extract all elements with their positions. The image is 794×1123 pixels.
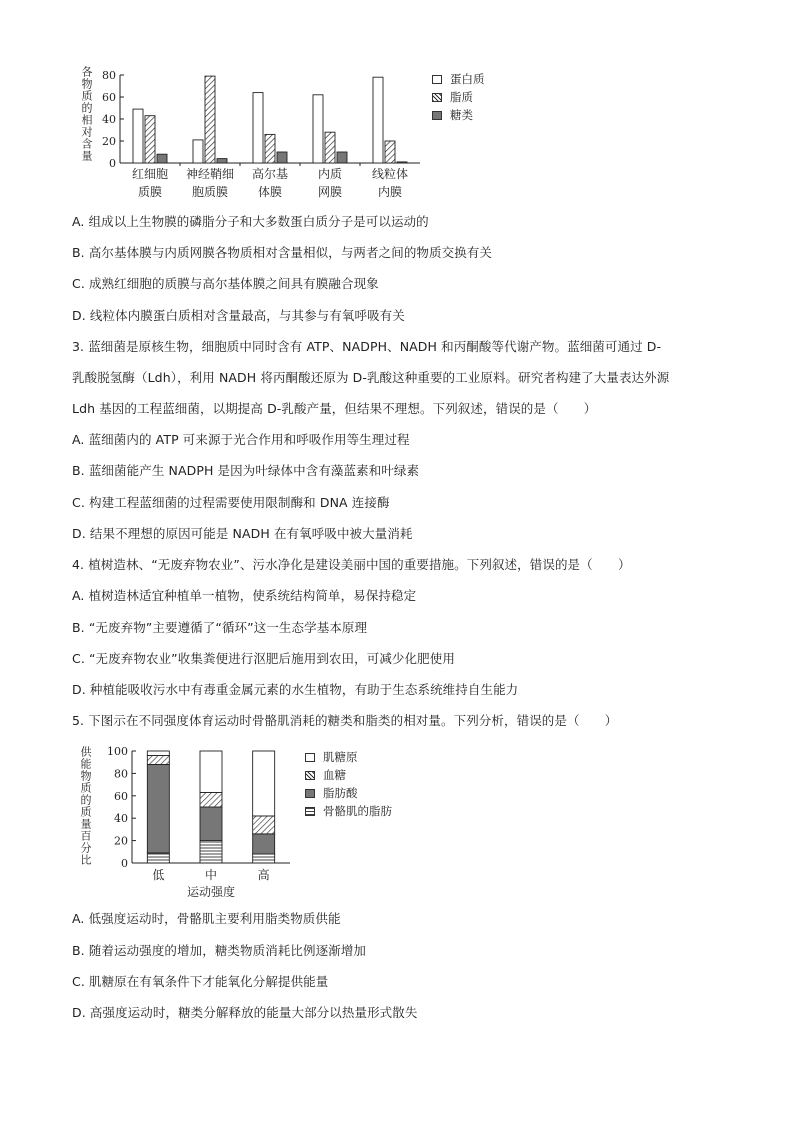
y-tick-label: 80 bbox=[102, 69, 116, 82]
legend-label: 肌糖原 bbox=[323, 750, 358, 764]
bar-糖类-神经鞘细胞质膜 bbox=[217, 159, 227, 163]
category-label: 神经鞘细 bbox=[185, 167, 235, 181]
q2-option-c: C. 成熟红细胞的质膜与高尔基体膜之间具有膜融合现象 bbox=[72, 276, 379, 291]
legend-label: 脂质 bbox=[450, 90, 473, 104]
q3-stem-line-1: 3. 蓝细菌是原核生物，细胞质中同时含有 ATP、NADPH、NADH 和丙酮酸等代谢产物。蓝细菌可通过 D- bbox=[72, 339, 662, 354]
bar-脂质-高尔基体膜 bbox=[265, 134, 275, 163]
y-tick-label: 40 bbox=[114, 812, 128, 826]
bar-蛋白质-红细胞质膜 bbox=[133, 109, 143, 163]
bar-脂质-内质网膜 bbox=[325, 132, 335, 163]
x-axis-label: 运动强度 bbox=[186, 885, 236, 897]
bar-脂质-线粒体内膜 bbox=[385, 141, 395, 163]
bar-糖类-高尔基体膜 bbox=[277, 152, 287, 163]
q2-option-d: D. 线粒体内膜蛋白质相对含量最高，与其参与有氧呼吸有关 bbox=[72, 308, 405, 323]
legend-swatch-white bbox=[305, 753, 315, 762]
legend-item-muscle-glycogen bbox=[305, 748, 392, 766]
q3-option-c: C. 构建工程蓝细菌的过程需要使用限制酶和 DNA 连接酶 bbox=[72, 495, 390, 510]
q5-option-a: A. 低强度运动时，骨骼肌主要利用脂类物质供能 bbox=[72, 911, 341, 926]
legend-label: 脂肪酸 bbox=[323, 786, 358, 800]
legend-swatch-lined bbox=[305, 807, 315, 816]
category-label: 线粒体 bbox=[371, 167, 409, 181]
category-label: 中 bbox=[204, 868, 218, 882]
q3-stem-line-2: 乳酸脱氢酶（Ldh），利用 NADH 将丙酮酸还原为 D-乳酸这种重要的工业原料。研究者构建了大量表达外源 bbox=[72, 370, 670, 385]
category-label: 高尔基 bbox=[251, 167, 289, 181]
category-label: 低 bbox=[152, 868, 165, 882]
y-tick-label: 80 bbox=[114, 767, 128, 781]
category-label: 质膜 bbox=[137, 185, 163, 199]
chart2-legend bbox=[305, 748, 392, 820]
legend-label: 糖类 bbox=[450, 108, 473, 122]
category-label: 内质 bbox=[317, 167, 343, 181]
bar-脂肪酸-低 bbox=[147, 764, 169, 852]
y-tick-label: 0 bbox=[121, 857, 128, 870]
legend-item-muscle-fat bbox=[305, 802, 392, 820]
bar-骨骼肌的脂肪-低 bbox=[147, 853, 169, 863]
legend-label: 蛋白质 bbox=[450, 72, 485, 86]
energy-source-chart bbox=[92, 742, 312, 897]
q5-stem: 5. 下图示在不同强度体育运动时骨骼肌消耗的糖类和脂类的相对量。下列分析，错误的是（ ） bbox=[72, 713, 618, 728]
bar-脂质-神经鞘细胞质膜 bbox=[205, 76, 215, 163]
chart2-ylabel: 供能物质的质量百分比 bbox=[79, 746, 92, 866]
legend-label: 血糖 bbox=[323, 768, 346, 782]
q2-option-a: A. 组成以上生物膜的磷脂分子和大多数蛋白质分子是可以运动的 bbox=[72, 214, 429, 229]
q4-option-d: D. 种植能吸收污水中有毒重金属元素的水生植物，有助于生态系统维持自生能力 bbox=[72, 682, 519, 697]
q3-option-a: A. 蓝细菌内的 ATP 可来源于光合作用和呼吸作用等生理过程 bbox=[72, 432, 410, 447]
q5-option-d: D. 高强度运动时，糖类分解释放的能量大部分以热量形式散失 bbox=[72, 1005, 418, 1020]
bar-蛋白质-神经鞘细胞质膜 bbox=[193, 140, 203, 163]
q5-option-b: B. 随着运动强度的增加，糖类物质消耗比例逐渐增加 bbox=[72, 943, 367, 958]
bar-蛋白质-线粒体内膜 bbox=[373, 77, 383, 163]
chart1-legend bbox=[432, 70, 485, 124]
legend-swatch-gray bbox=[432, 111, 442, 120]
q3-option-d: D. 结果不理想的原因可能是 NADH 在有氧呼吸中被大量消耗 bbox=[72, 526, 413, 541]
q4-option-b: B. “无废弃物”主要遵循了“循环”这一生态学基本原理 bbox=[72, 620, 368, 635]
legend-swatch-gray bbox=[305, 789, 315, 798]
category-label: 内膜 bbox=[377, 185, 403, 199]
legend-item-lipid bbox=[432, 88, 485, 106]
membrane-composition-chart bbox=[90, 62, 450, 202]
bar-肌糖原-低 bbox=[147, 751, 169, 755]
legend-item-blood-sugar bbox=[305, 766, 392, 784]
bar-蛋白质-内质网膜 bbox=[313, 95, 323, 163]
y-tick-label: 100 bbox=[107, 745, 128, 758]
category-label: 红细胞 bbox=[131, 167, 169, 181]
legend-label: 骨骼肌的脂肪 bbox=[323, 804, 392, 818]
legend-item-sugar bbox=[432, 106, 485, 124]
bar-糖类-红细胞质膜 bbox=[157, 154, 167, 163]
y-tick-label: 0 bbox=[109, 157, 116, 170]
bar-脂肪酸-中 bbox=[200, 807, 222, 841]
q4-option-c: C. “无废弃物农业”收集粪便进行沤肥后施用到农田，可减少化肥使用 bbox=[72, 651, 455, 666]
q3-stem-line-3: Ldh 基因的工程蓝细菌，以期提高 D-乳酸产量，但结果不理想。下列叙述，错误的是（ ） bbox=[72, 401, 597, 416]
y-tick-label: 20 bbox=[114, 834, 128, 848]
category-label: 胞质膜 bbox=[191, 185, 229, 199]
y-tick-label: 60 bbox=[114, 789, 128, 803]
q3-option-b: B. 蓝细菌能产生 NADPH 是因为叶绿体中含有藻蓝素和叶绿素 bbox=[72, 463, 420, 478]
category-label: 高 bbox=[257, 868, 270, 882]
legend-swatch-hatched bbox=[432, 93, 442, 102]
chart1-ylabel: 各物质的相对含量 bbox=[80, 66, 93, 162]
bar-血糖-中 bbox=[200, 792, 222, 807]
q4-option-a: A. 植树造林适宜种植单一植物，使系统结构简单，易保持稳定 bbox=[72, 588, 417, 603]
bar-糖类-内质网膜 bbox=[337, 152, 347, 163]
bar-脂肪酸-高 bbox=[253, 834, 275, 854]
bar-血糖-高 bbox=[253, 816, 275, 834]
bar-肌糖原-高 bbox=[253, 751, 275, 816]
q5-option-c: C. 肌糖原在有氧条件下才能氧化分解提供能量 bbox=[72, 974, 329, 989]
q2-option-b: B. 高尔基体膜与内质网膜各物质相对含量相似，与两者之间的物质交换有关 bbox=[72, 245, 493, 260]
legend-item-protein bbox=[432, 70, 485, 88]
category-label: 体膜 bbox=[257, 185, 283, 199]
category-label: 网膜 bbox=[317, 185, 343, 199]
bar-血糖-低 bbox=[147, 755, 169, 764]
y-tick-label: 60 bbox=[102, 91, 116, 104]
bar-肌糖原-中 bbox=[200, 751, 222, 792]
bar-蛋白质-高尔基体膜 bbox=[253, 93, 263, 163]
bar-脂质-红细胞质膜 bbox=[145, 116, 155, 163]
y-tick-label: 40 bbox=[102, 113, 116, 126]
bar-骨骼肌的脂肪-中 bbox=[200, 841, 222, 863]
y-tick-label: 20 bbox=[102, 135, 116, 148]
legend-item-fatty-acid bbox=[305, 784, 392, 802]
legend-swatch-hatched bbox=[305, 771, 315, 780]
legend-swatch-white bbox=[432, 75, 442, 84]
q4-stem: 4. 植树造林、“无废弃物农业”、污水净化是建设美丽中国的重要措施。下列叙述，错误的是（ ） bbox=[72, 557, 631, 572]
bar-骨骼肌的脂肪-高 bbox=[253, 854, 275, 863]
bar-糖类-线粒体内膜 bbox=[397, 162, 407, 163]
